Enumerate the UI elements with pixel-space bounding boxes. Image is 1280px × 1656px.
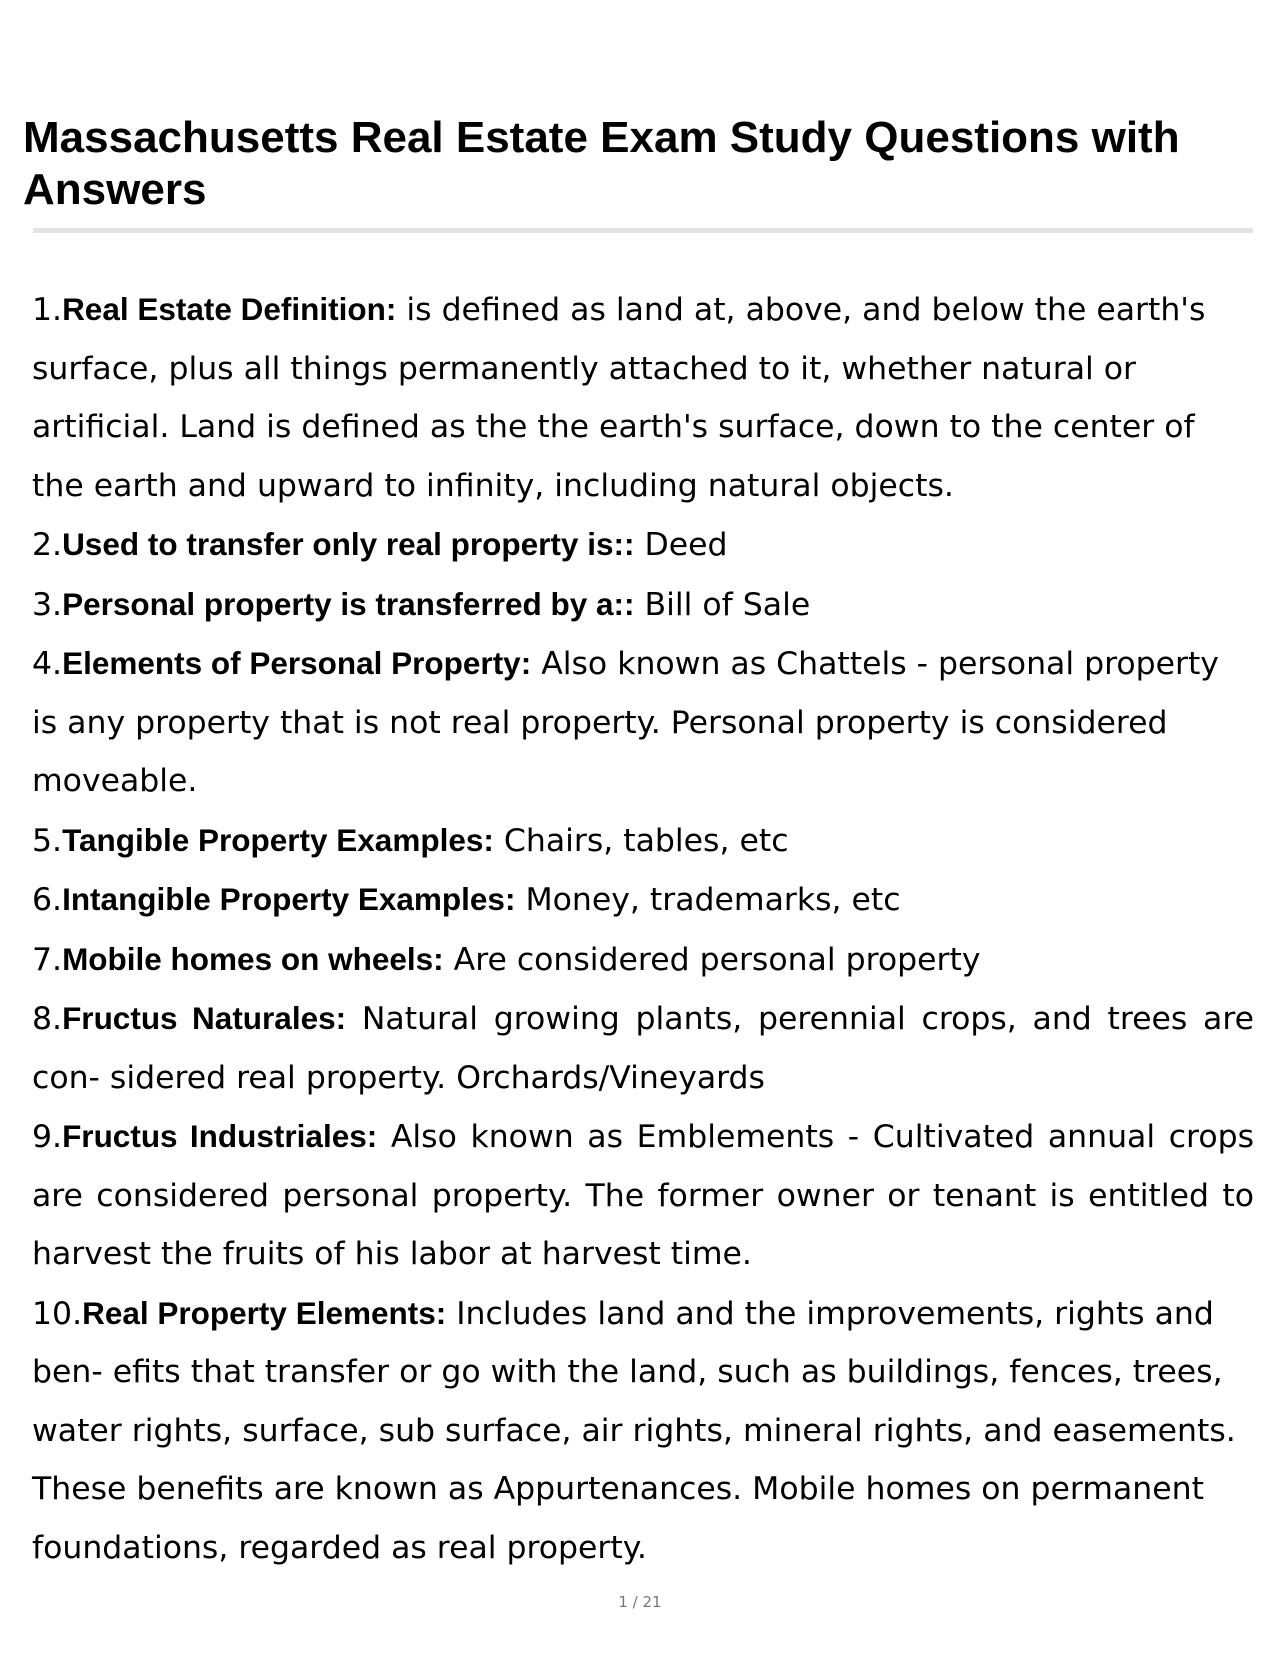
title-divider xyxy=(33,228,1253,233)
question-item xyxy=(32,930,1254,990)
question-answer: is defined as land at, above, and below the earth's surface, plus all things permanently attached to it, whether natural or artificial. Land is defined as the the earth's surface, down to the center of the earth and upward to infinity, including natural objects. xyxy=(32,292,1206,504)
question-answer: Also known as Chattels - personal property is any property that is not real property. Personal property is considered moveable. xyxy=(32,646,1219,799)
question-item xyxy=(32,989,1254,1107)
question-item xyxy=(32,811,1254,871)
question-item xyxy=(32,634,1254,811)
question-number: 8. xyxy=(32,1001,63,1037)
question-list xyxy=(32,280,1254,1577)
question-term: Intangible Property Examples: xyxy=(62,881,516,917)
page-title: Massachusetts Real Estate Exam Study Questions with Answers xyxy=(23,113,1180,214)
question-term: Mobile homes on wheels: xyxy=(62,940,444,977)
page-number: 1 / 21 xyxy=(618,1593,662,1611)
question-term: Fructus Naturales: xyxy=(62,1000,347,1036)
question-term: Used to transfer only real property is:: xyxy=(62,526,635,562)
question-term: Real Estate Definition: xyxy=(62,291,397,327)
question-number: 6. xyxy=(32,882,63,918)
question-item xyxy=(32,575,1254,635)
question-term: Fructus Industriales: xyxy=(62,1118,378,1154)
question-item xyxy=(32,1107,1254,1284)
question-number: 9. xyxy=(32,1119,63,1155)
question-item xyxy=(32,1284,1254,1578)
question-answer: Deed xyxy=(644,527,728,563)
question-number: 10. xyxy=(32,1295,83,1332)
question-number: 5. xyxy=(32,822,63,859)
question-term: Real Property Elements: xyxy=(82,1294,447,1331)
question-term: Tangible Property Examples: xyxy=(62,821,494,858)
question-number: 1. xyxy=(32,292,63,328)
question-number: 7. xyxy=(32,941,63,978)
question-answer: Includes land and the improvements, rights and ben- efits that transfer or go with the land, such as buildings, fences, trees, water rights, surface, sub surface, air rights, mineral rights, and easements. These benefits are known as Appurtenances. Mobile homes on permanent foundations, regarded as real property. xyxy=(32,1295,1236,1566)
question-number: 3. xyxy=(32,586,63,623)
question-item xyxy=(32,515,1254,575)
question-answer: Also known as Emblements - Cultivated annual crops are considered personal property. The former owner or tenant is entitled to harvest the fruits of his labor at harvest time. xyxy=(32,1119,1254,1272)
question-number: 2. xyxy=(32,527,63,563)
question-answer: Are considered personal property xyxy=(453,941,981,978)
question-answer: Chairs, tables, etc xyxy=(503,822,789,859)
question-answer: Natural growing plants, perennial crops, and trees are con- sidered real property. Orchards/Vineyards xyxy=(32,1001,1254,1096)
question-item xyxy=(32,280,1254,515)
question-answer: Bill of Sale xyxy=(644,586,811,623)
question-number: 4. xyxy=(32,646,63,682)
question-term: Elements of Personal Property: xyxy=(62,645,532,681)
question-answer: Money, trademarks, etc xyxy=(525,882,901,918)
question-item xyxy=(32,870,1254,930)
question-term: Personal property is transferred by a:: xyxy=(62,585,635,622)
